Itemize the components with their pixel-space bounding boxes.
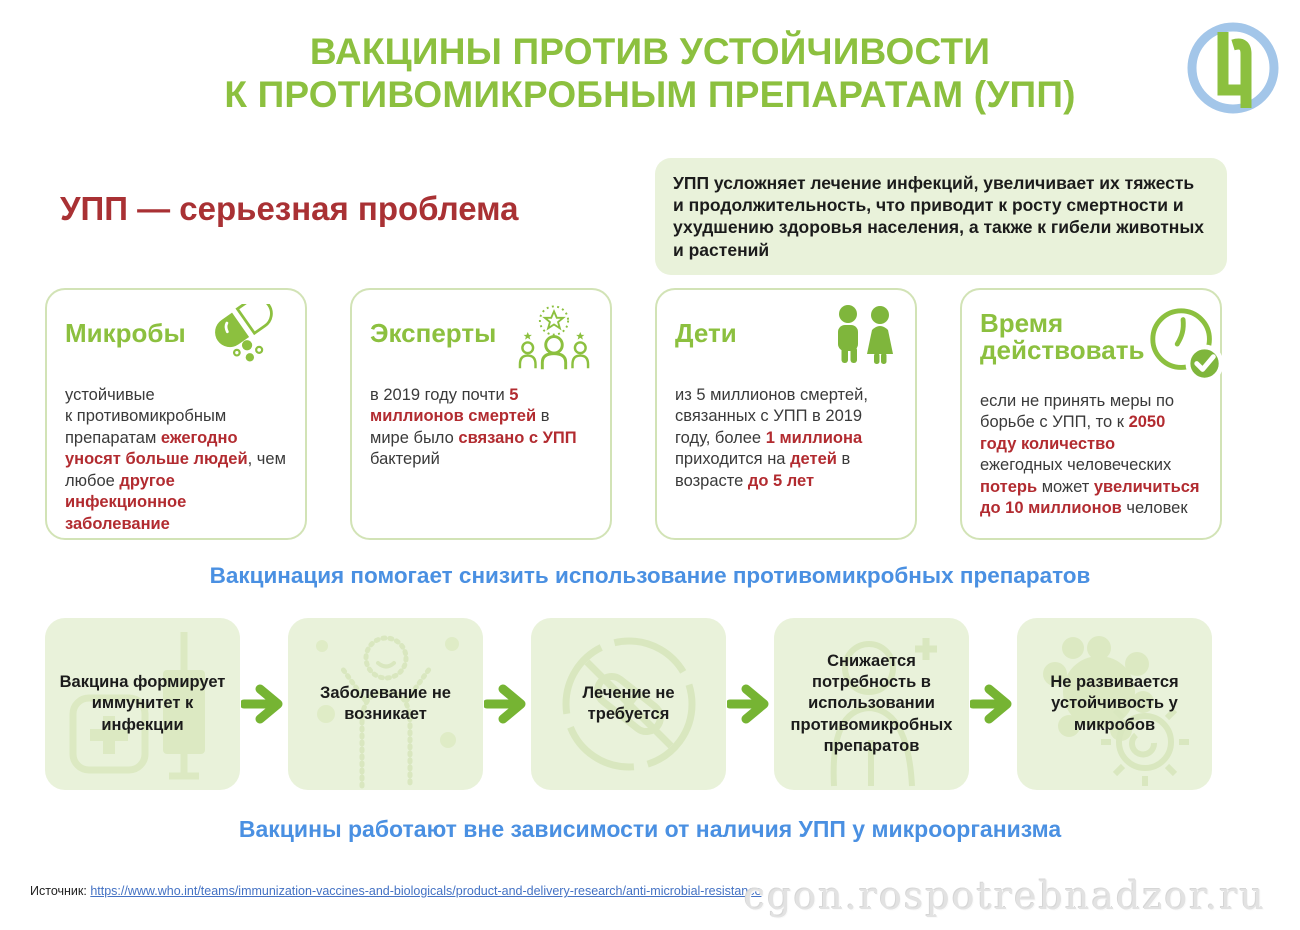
source-label: Источник: [30, 884, 87, 898]
clock-check-icon [1144, 304, 1228, 386]
flow-step-reduced-need [774, 618, 969, 790]
arrow-right-icon [726, 682, 774, 726]
arrow-right-icon [240, 682, 288, 726]
source-link[interactable]: https://www.who.int/teams/immunization-vaccines-and-biologicals/product-and-delivery-research/anti-microbial-resistance [90, 884, 762, 898]
vaccination-flow [45, 618, 1212, 790]
card-title: Время действовать [980, 308, 1145, 366]
card-body-text: устойчивые к противомикробным препаратам ежегодно уносят больше людей, чем любое другое инфекционное заболевание [65, 386, 286, 533]
flow-step-label: Вакцина формирует иммунитет к инфекции [59, 673, 226, 734]
flow-step-no-disease [288, 618, 483, 790]
card-body-text: из 5 миллионов смертей, связанных с УПП в 2019 году, более 1 миллиона приходится на детей в возрасте до 5 лет [675, 386, 868, 490]
page-title-line1: ВАКЦИНЫ ПРОТИВ УСТОЙЧИВОСТИ [309, 31, 991, 72]
site-watermark: cgon.rospotrebnadzor.ru [743, 874, 1266, 918]
broken-pill-capsule-icon [209, 304, 287, 366]
cgon-logo-icon [1182, 20, 1284, 122]
card-microbes [45, 288, 307, 540]
arrow-right-icon [483, 682, 531, 726]
flow-step-label: Заболевание не возникает [320, 683, 451, 723]
problem-note: УПП усложняет лечение инфекций, увеличивает их тяжесть и продолжительность, что приводит к росту смертности и ухудшению здоровья населения, а также к гибели животных и растений [655, 158, 1227, 275]
experts-award-icon [516, 304, 592, 376]
vaccination-benefit-heading: Вакцинация помогает снизить использование противомикробных препаратов [209, 563, 1091, 588]
stats-cards [45, 288, 1222, 540]
flow-step-vaccine-immunity [45, 618, 240, 790]
vaccines-work-heading: Вакцины работают вне зависимости от наличия УПП у микроорганизма [238, 816, 1062, 842]
source-line [30, 884, 761, 898]
card-title: Эксперты [370, 318, 497, 348]
flow-step-no-resistance [1017, 618, 1212, 790]
card-time-to-act [960, 288, 1222, 540]
children-icon [831, 304, 897, 368]
card-title: Микробы [65, 318, 186, 348]
arrow-right-icon [969, 682, 1017, 726]
card-children [655, 288, 917, 540]
card-title: Дети [675, 318, 737, 348]
card-experts [350, 288, 612, 540]
card-body-text: в 2019 году почти 5 миллионов смертей в мире было связано с УПП бактерий [370, 386, 577, 469]
page-title [60, 30, 1240, 117]
problem-heading: УПП — серьезная проблема [60, 190, 519, 227]
card-body-text: если не принять меры по борьбе с УПП, то к 2050 году количество ежегодных человеческих потерь может увеличиться до 10 миллионов человек [980, 392, 1200, 518]
flow-step-no-treatment [531, 618, 726, 790]
flow-step-label: Не развивается устойчивость у микробов [1050, 673, 1179, 734]
flow-step-label: Снижается потребность в использовании противомикробных препаратов [790, 652, 953, 755]
flow-step-label: Лечение не требуется [582, 683, 675, 723]
page-title-line2: К ПРОТИВОМИКРОБНЫМ ПРЕПАРАТАМ (УПП) [224, 74, 1076, 116]
